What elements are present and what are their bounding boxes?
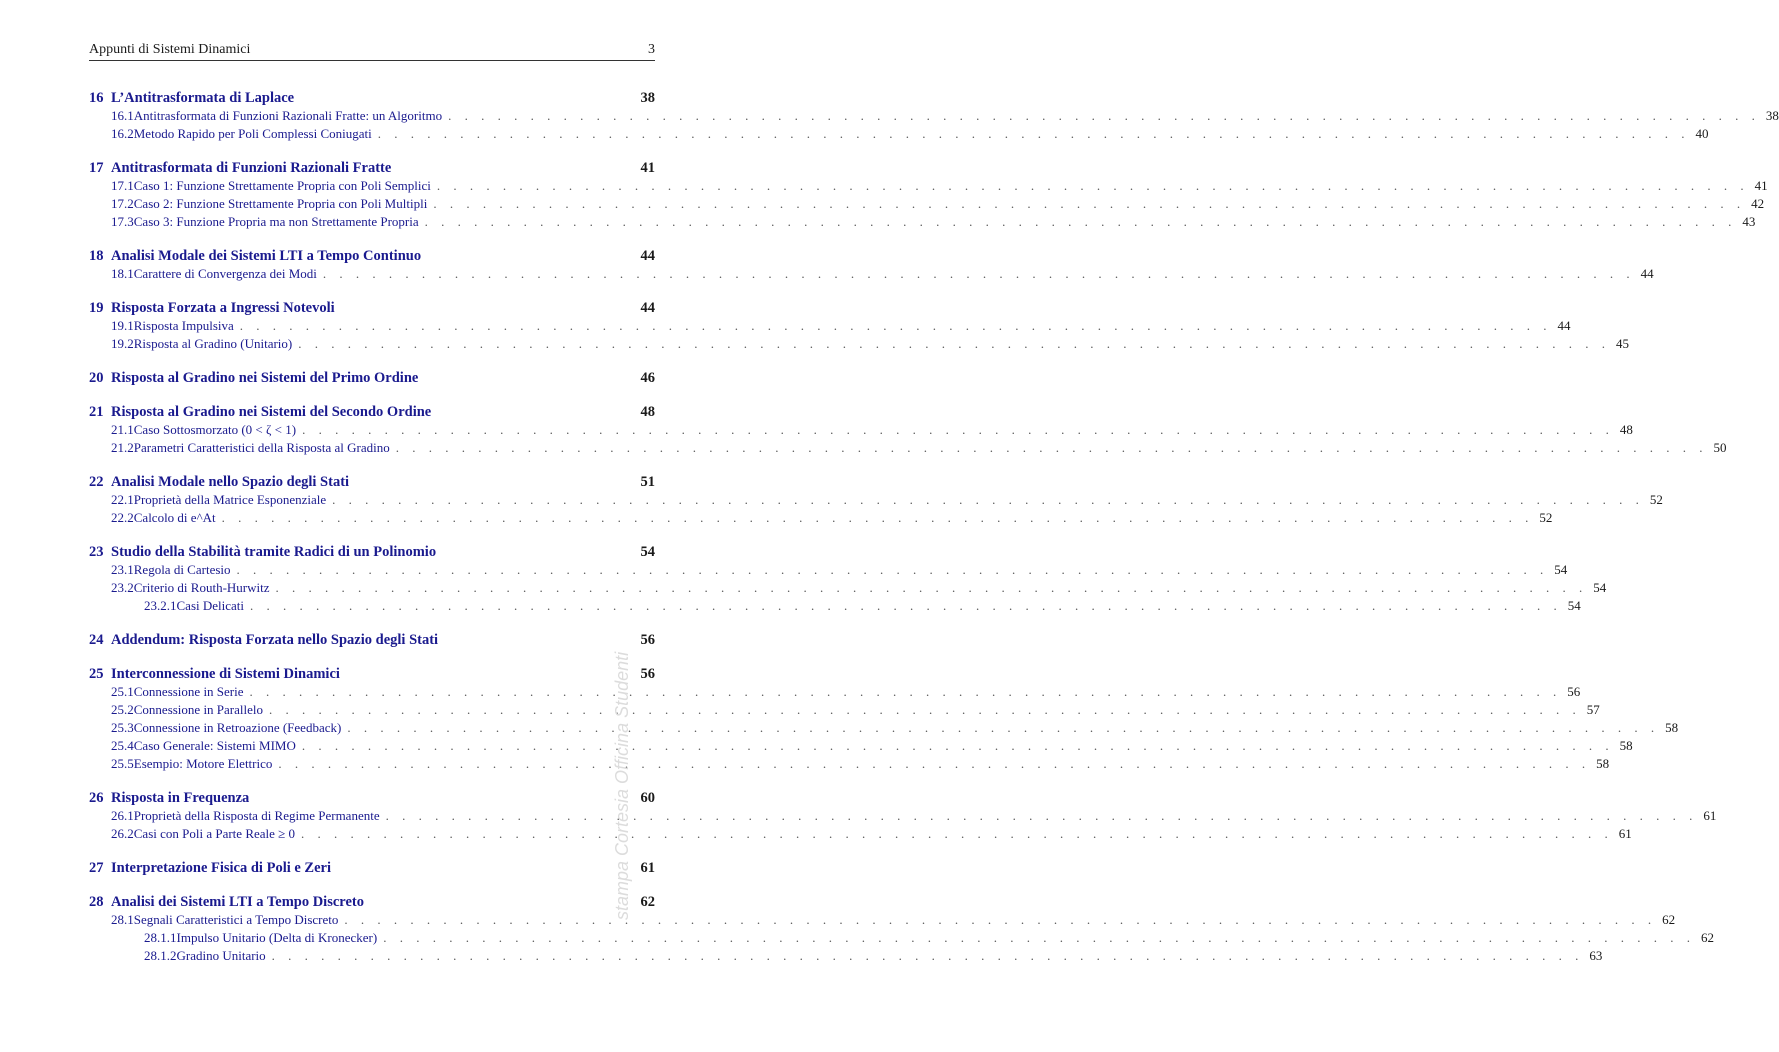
toc-subsection-link[interactable] [89, 318, 1571, 336]
toc-subsection-link[interactable] [89, 808, 1717, 826]
toc-subsection-link[interactable] [89, 108, 1779, 126]
subsection-number: 28.1.2 [144, 948, 177, 963]
subsection-page: 58 [1596, 756, 1610, 771]
toc-subsection-link[interactable] [89, 948, 1603, 966]
subsection-page: 62 [1662, 912, 1676, 927]
subsection-page: 57 [1586, 702, 1600, 717]
subsection-number: 18.1 [111, 266, 134, 281]
toc-section [89, 632, 655, 650]
subsection-page: 52 [1539, 510, 1553, 525]
subsection-title: Caso 1: Funzione Strettamente Propria con Poli Semplici [133, 178, 431, 193]
toc-subsection-link[interactable] [89, 178, 1768, 196]
section-title: L’Antitrasformata di Laplace [111, 90, 295, 106]
section-page: 44 [640, 248, 655, 264]
toc-section [89, 300, 1629, 354]
subsection-title: Casi Delicati [176, 598, 245, 613]
section-page: 44 [640, 300, 655, 316]
toc-section-link[interactable] [89, 404, 655, 422]
toc-section [89, 474, 1663, 528]
section-title: Risposta al Gradino nei Sistemi del Primo Ordine [111, 370, 419, 386]
leader-dots: . . . . . . . . . . . . . . . . . . . . . . . . . . . . . . . . . . . . . . . . . . . . . . . . . . . . . . . . . . . . . . . . . . . . . . . . . . . . . . . . [301, 826, 1613, 841]
toc-section-link[interactable] [89, 544, 655, 562]
toc-subsection-link[interactable] [89, 336, 1629, 354]
subsection-title: Criterio di Routh-Hurwitz [133, 580, 270, 595]
section-page: 54 [640, 544, 655, 560]
table-of-contents [89, 90, 1779, 982]
subsection-title: Connessione in Serie [133, 684, 244, 699]
subsection-title: Proprietà della Risposta di Regime Permanente [133, 808, 380, 823]
subsection-title: Gradino Unitario [176, 948, 266, 963]
subsection-page: 58 [1665, 720, 1679, 735]
toc-subsection-link[interactable] [89, 826, 1632, 844]
section-title: Risposta al Gradino nei Sistemi del Secondo Ordine [111, 404, 432, 420]
section-page: 61 [640, 860, 655, 876]
section-page: 38 [640, 90, 655, 106]
toc-subsection-link[interactable] [89, 422, 1633, 440]
section-number: 28 [89, 894, 104, 910]
leader-dots: . . . . . . . . . . . . . . . . . . . . . . . . . . . . . . . . . . . . . . . . . . . . . . . . . . . . . . . . . . . . . . . . . . . . . . . . . . . . . . . . [278, 756, 1591, 771]
subsection-number: 23.1 [111, 562, 134, 577]
toc-section [89, 894, 1714, 966]
leader-dots: . . . . . . . . . . . . . . . . . . . . . . . . . . . . . . . . . . . . . . . . . . . . . . . . . . . . . . . . . . . . . . . . . . . . . . . . . . . . . . . . [221, 510, 1534, 525]
section-number: 19 [89, 300, 104, 316]
leader-dots: . . . . . . . . . . . . . . . . . . . . . . . . . . . . . . . . . . . . . . . . . . . . . . . . . . . . . . . . . . . . . . . . . . . . . . . . . . . . . . . . [269, 702, 1581, 717]
leader-dots: . . . . . . . . . . . . . . . . . . . . . . . . . . . . . . . . . . . . . . . . . . . . . . . . . . . . . . . . . . . . . . . . . . . . . . . . . . . . . . . . [249, 684, 1562, 699]
subsection-number: 16.2 [111, 126, 134, 141]
subsection-number: 25.5 [111, 756, 134, 771]
section-page: 56 [640, 666, 655, 682]
leader-dots: . . . . . . . . . . . . . . . . . . . . . . . . . . . . . . . . . . . . . . . . . . . . . . . . . . . . . . . . . . . . . . . . . . . . . . . . . . . . . . . . [344, 912, 1657, 927]
subsection-page: 61 [1703, 808, 1717, 823]
toc-section [89, 544, 1607, 616]
subsection-page: 56 [1567, 684, 1581, 699]
toc-section-link[interactable] [89, 894, 655, 912]
toc-section [89, 790, 1717, 844]
toc-subsection-link[interactable] [89, 126, 1709, 144]
toc-subsection-link[interactable] [89, 912, 1676, 930]
leader-dots: . . . . . . . . . . . . . . . . . . . . . . . . . . . . . . . . . . . . . . . . . . . . . . . . . . . . . . . . . . . . . . . . . . . . . . . . . . . . . . . . [236, 562, 1549, 577]
toc-subsection-link[interactable] [89, 930, 1714, 948]
subsection-page: 40 [1695, 126, 1709, 141]
section-title: Risposta in Frequenza [111, 790, 250, 806]
subsection-title: Connessione in Parallelo [133, 702, 264, 717]
page-number: 3 [648, 42, 655, 57]
subsection-number: 19.2 [111, 336, 134, 351]
subsection-number: 28.1 [111, 912, 134, 927]
subsection-number: 21.1 [111, 422, 134, 437]
leader-dots: . . . . . . . . . . . . . . . . . . . . . . . . . . . . . . . . . . . . . . . . . . . . . . . . . . . . . . . . . . . . . . . . . . . . . . . . . . . . . . . . [332, 492, 1644, 507]
toc-section-link[interactable] [89, 160, 655, 178]
section-title: Interpretazione Fisica di Poli e Zeri [111, 860, 332, 876]
toc-section-link[interactable] [89, 370, 655, 388]
subsection-title: Caso Sottosmorzato (0 < ζ < 1) [133, 422, 297, 437]
section-page: 56 [640, 632, 655, 648]
toc-section-link[interactable] [89, 860, 655, 878]
toc-section [89, 370, 655, 388]
subsection-title: Caso Generale: Sistemi MIMO [133, 738, 296, 753]
subsection-title: Calcolo di e^At [133, 510, 216, 525]
leader-dots: . . . . . . . . . . . . . . . . . . . . . . . . . . . . . . . . . . . . . . . . . . . . . . . . . . . . . . . . . . . . . . . . . . . . . . . . . . . . . . . . [271, 948, 1584, 963]
subsection-number: 23.2.1 [144, 598, 177, 613]
toc-section-link[interactable] [89, 90, 655, 108]
toc-subsection-link[interactable] [89, 684, 1581, 702]
section-title: Studio della Stabilità tramite Radici di un Polinomio [111, 544, 437, 560]
section-number: 26 [89, 790, 104, 806]
toc-section-link[interactable] [89, 300, 655, 318]
subsection-page: 41 [1754, 178, 1768, 193]
subsection-title: Caso 2: Funzione Strettamente Propria con Poli Multipli [133, 196, 428, 211]
subsection-title: Carattere di Convergenza dei Modi [133, 266, 317, 281]
leader-dots: . . . . . . . . . . . . . . . . . . . . . . . . . . . . . . . . . . . . . . . . . . . . . . . . . . . . . . . . . . . . . . . . . . . . . . . . . . . . . . . . [377, 126, 1690, 141]
watermark: stampa Cortesia Officina Studenti [612, 651, 632, 920]
section-title: Analisi dei Sistemi LTI a Tempo Discreto [111, 894, 364, 910]
leader-dots: . . . . . . . . . . . . . . . . . . . . . . . . . . . . . . . . . . . . . . . . . . . . . . . . . . . . . . . . . . . . . . . . . . . . . . . . . . . . . . . . [395, 440, 1708, 455]
subsection-number: 19.1 [111, 318, 134, 333]
section-page: 62 [640, 894, 655, 910]
toc-subsection-link[interactable] [89, 440, 1727, 458]
subsection-number: 17.1 [111, 178, 134, 193]
section-number: 17 [89, 160, 104, 176]
section-title: Risposta Forzata a Ingressi Notevoli [111, 300, 335, 316]
section-title: Analisi Modale nello Spazio degli Stati [111, 474, 350, 490]
leader-dots: . . . . . . . . . . . . . . . . . . . . . . . . . . . . . . . . . . . . . . . . . . . . . . . . . . . . . . . . . . . . . . . . . . . . . . . . . . . . . . . . [433, 196, 1746, 211]
subsection-title: Antitrasformata di Funzioni Razionali Fratte: un Algoritmo [133, 108, 443, 123]
leader-dots: . . . . . . . . . . . . . . . . . . . . . . . . . . . . . . . . . . . . . . . . . . . . . . . . . . . . . . . . . . . . . . . . . . . . . . . . . . . . . . . . [302, 422, 1614, 437]
toc-subsection-link[interactable] [89, 510, 1553, 528]
subsection-number: 28.1.1 [144, 930, 177, 945]
toc-section [89, 860, 655, 878]
subsection-number: 22.1 [111, 492, 134, 507]
leader-dots: . . . . . . . . . . . . . . . . . . . . . . . . . . . . . . . . . . . . . . . . . . . . . . . . . . . . . . . . . . . . . . . . . . . . . . . . . . . . . . . . [301, 738, 1614, 753]
toc-subsection-link[interactable] [89, 214, 1756, 232]
leader-dots: . . . . . . . . . . . . . . . . . . . . . . . . . . . . . . . . . . . . . . . . . . . . . . . . . . . . . . . . . . . . . . . . . . . . . . . . . . . . . . . . [424, 214, 1737, 229]
subsection-page: 38 [1765, 108, 1779, 123]
section-page: 51 [640, 474, 655, 490]
leader-dots: . . . . . . . . . . . . . . . . . . . . . . . . . . . . . . . . . . . . . . . . . . . . . . . . . . . . . . . . . . . . . . . . . . . . . . . . . . . . . . . . [347, 720, 1660, 735]
toc-subsection-link[interactable] [89, 266, 1654, 284]
subsection-page: 50 [1713, 440, 1727, 455]
section-number: 20 [89, 370, 104, 386]
toc-section-link[interactable] [89, 632, 655, 650]
section-title: Addendum: Risposta Forzata nello Spazio degli Stati [111, 632, 439, 648]
subsection-page: 42 [1751, 196, 1765, 211]
subsection-page: 63 [1589, 948, 1603, 963]
leader-dots: . . . . . . . . . . . . . . . . . . . . . . . . . . . . . . . . . . . . . . . . . . . . . . . . . . . . . . . . . . . . . . . . . . . . . . . . . . . . . . . . [239, 318, 1552, 333]
subsection-number: 25.1 [111, 684, 134, 699]
toc-section-link[interactable] [89, 248, 655, 266]
subsection-page: 58 [1619, 738, 1633, 753]
subsection-title: Impulso Unitario (Delta di Kronecker) [176, 930, 378, 945]
subsection-number: 21.2 [111, 440, 134, 455]
toc-section [89, 160, 1768, 232]
subsection-number: 25.4 [111, 738, 134, 753]
section-page: 60 [640, 790, 655, 806]
subsection-number: 17.3 [111, 214, 134, 229]
section-number: 24 [89, 632, 104, 648]
toc-section-link[interactable] [89, 790, 655, 808]
section-number: 21 [89, 404, 104, 420]
subsection-title: Connessione in Retroazione (Feedback) [133, 720, 342, 735]
subsection-page: 54 [1567, 598, 1581, 613]
subsection-number: 23.2 [111, 580, 134, 595]
section-number: 23 [89, 544, 104, 560]
section-page: 48 [640, 404, 655, 420]
subsection-number: 26.1 [111, 808, 134, 823]
subsection-title: Regola di Cartesio [133, 562, 231, 577]
toc-subsection-link[interactable] [89, 196, 1765, 214]
toc-subsection-link[interactable] [89, 598, 1581, 616]
subsection-title: Esempio: Motore Elettrico [133, 756, 273, 771]
toc-subsection-link[interactable] [89, 720, 1679, 738]
toc-section-link[interactable] [89, 474, 655, 492]
section-number: 18 [89, 248, 104, 264]
toc-subsection-link[interactable] [89, 492, 1663, 510]
leader-dots: . . . . . . . . . . . . . . . . . . . . . . . . . . . . . . . . . . . . . . . . . . . . . . . . . . . . . . . . . . . . . . . . . . . . . . . . . . . . . . . . [436, 178, 1749, 193]
subsection-page: 61 [1618, 826, 1632, 841]
subsection-number: 16.1 [111, 108, 134, 123]
subsection-title: Risposta Impulsiva [133, 318, 234, 333]
subsection-page: 54 [1593, 580, 1607, 595]
section-page: 41 [640, 160, 655, 176]
subsection-page: 62 [1700, 930, 1714, 945]
subsection-page: 54 [1554, 562, 1568, 577]
toc-section-link[interactable] [89, 666, 655, 684]
section-number: 27 [89, 860, 104, 876]
subsection-page: 44 [1557, 318, 1571, 333]
section-number: 25 [89, 666, 104, 682]
subsection-page: 48 [1619, 422, 1633, 437]
toc-section [89, 248, 1654, 284]
subsection-page: 44 [1640, 266, 1654, 281]
toc-subsection-link[interactable] [89, 738, 1633, 756]
subsection-title: Caso 3: Funzione Propria ma non Strettamente Propria [133, 214, 419, 229]
leader-dots: . . . . . . . . . . . . . . . . . . . . . . . . . . . . . . . . . . . . . . . . . . . . . . . . . . . . . . . . . . . . . . . . . . . . . . . . . . . . . . . . [385, 808, 1698, 823]
subsection-title: Proprietà della Matrice Esponenziale [133, 492, 327, 507]
subsection-title: Casi con Poli a Parte Reale ≥ 0 [133, 826, 296, 841]
section-title: Antitrasformata di Funzioni Razionali Fratte [111, 160, 392, 176]
section-number: 22 [89, 474, 104, 490]
leader-dots: . . . . . . . . . . . . . . . . . . . . . . . . . . . . . . . . . . . . . . . . . . . . . . . . . . . . . . . . . . . . . . . . . . . . . . . . . . . . . . . . [448, 108, 1760, 123]
leader-dots: . . . . . . . . . . . . . . . . . . . . . . . . . . . . . . . . . . . . . . . . . . . . . . . . . . . . . . . . . . . . . . . . . . . . . . . . . . . . . . . . [322, 266, 1635, 281]
subsection-number: 25.2 [111, 702, 134, 717]
leader-dots: . . . . . . . . . . . . . . . . . . . . . . . . . . . . . . . . . . . . . . . . . . . . . . . . . . . . . . . . . . . . . . . . . . . . . . . . . . . . . . . . [298, 336, 1610, 351]
subsection-number: 22.2 [111, 510, 134, 525]
subsection-page: 43 [1742, 214, 1756, 229]
subsection-title: Parametri Caratteristici della Risposta al Gradino [133, 440, 390, 455]
toc-section [89, 90, 1779, 144]
section-title: Interconnessione di Sistemi Dinamici [111, 666, 340, 682]
subsection-title: Metodo Rapido per Poli Complessi Coniugati [133, 126, 372, 141]
section-title: Analisi Modale dei Sistemi LTI a Tempo Continuo [111, 248, 422, 264]
section-page: 46 [640, 370, 655, 386]
subsection-page: 45 [1616, 336, 1629, 351]
toc-subsection-link[interactable] [89, 580, 1607, 598]
toc-section [89, 666, 1679, 774]
leader-dots: . . . . . . . . . . . . . . . . . . . . . . . . . . . . . . . . . . . . . . . . . . . . . . . . . . . . . . . . . . . . . . . . . . . . . . . . . . . . . . . . [275, 580, 1588, 595]
toc-subsection-link[interactable] [89, 562, 1568, 580]
subsection-title: Segnali Caratteristici a Tempo Discreto [133, 912, 339, 927]
toc-subsection-link[interactable] [89, 702, 1600, 720]
toc-section [89, 404, 1727, 458]
leader-dots: . . . . . . . . . . . . . . . . . . . . . . . . . . . . . . . . . . . . . . . . . . . . . . . . . . . . . . . . . . . . . . . . . . . . . . . . . . . . . . . . [250, 598, 1562, 613]
subsection-number: 17.2 [111, 196, 134, 211]
running-title: Appunti di Sistemi Dinamici [89, 42, 251, 57]
leader-dots: . . . . . . . . . . . . . . . . . . . . . . . . . . . . . . . . . . . . . . . . . . . . . . . . . . . . . . . . . . . . . . . . . . . . . . . . . . . . . . . . [383, 930, 1695, 945]
subsection-number: 25.3 [111, 720, 134, 735]
subsection-page: 52 [1649, 492, 1663, 507]
subsection-title: Risposta al Gradino (Unitario) [133, 336, 293, 351]
page-header [89, 40, 655, 61]
subsection-number: 26.2 [111, 826, 134, 841]
toc-subsection-link[interactable] [89, 756, 1610, 774]
section-number: 16 [89, 90, 104, 106]
